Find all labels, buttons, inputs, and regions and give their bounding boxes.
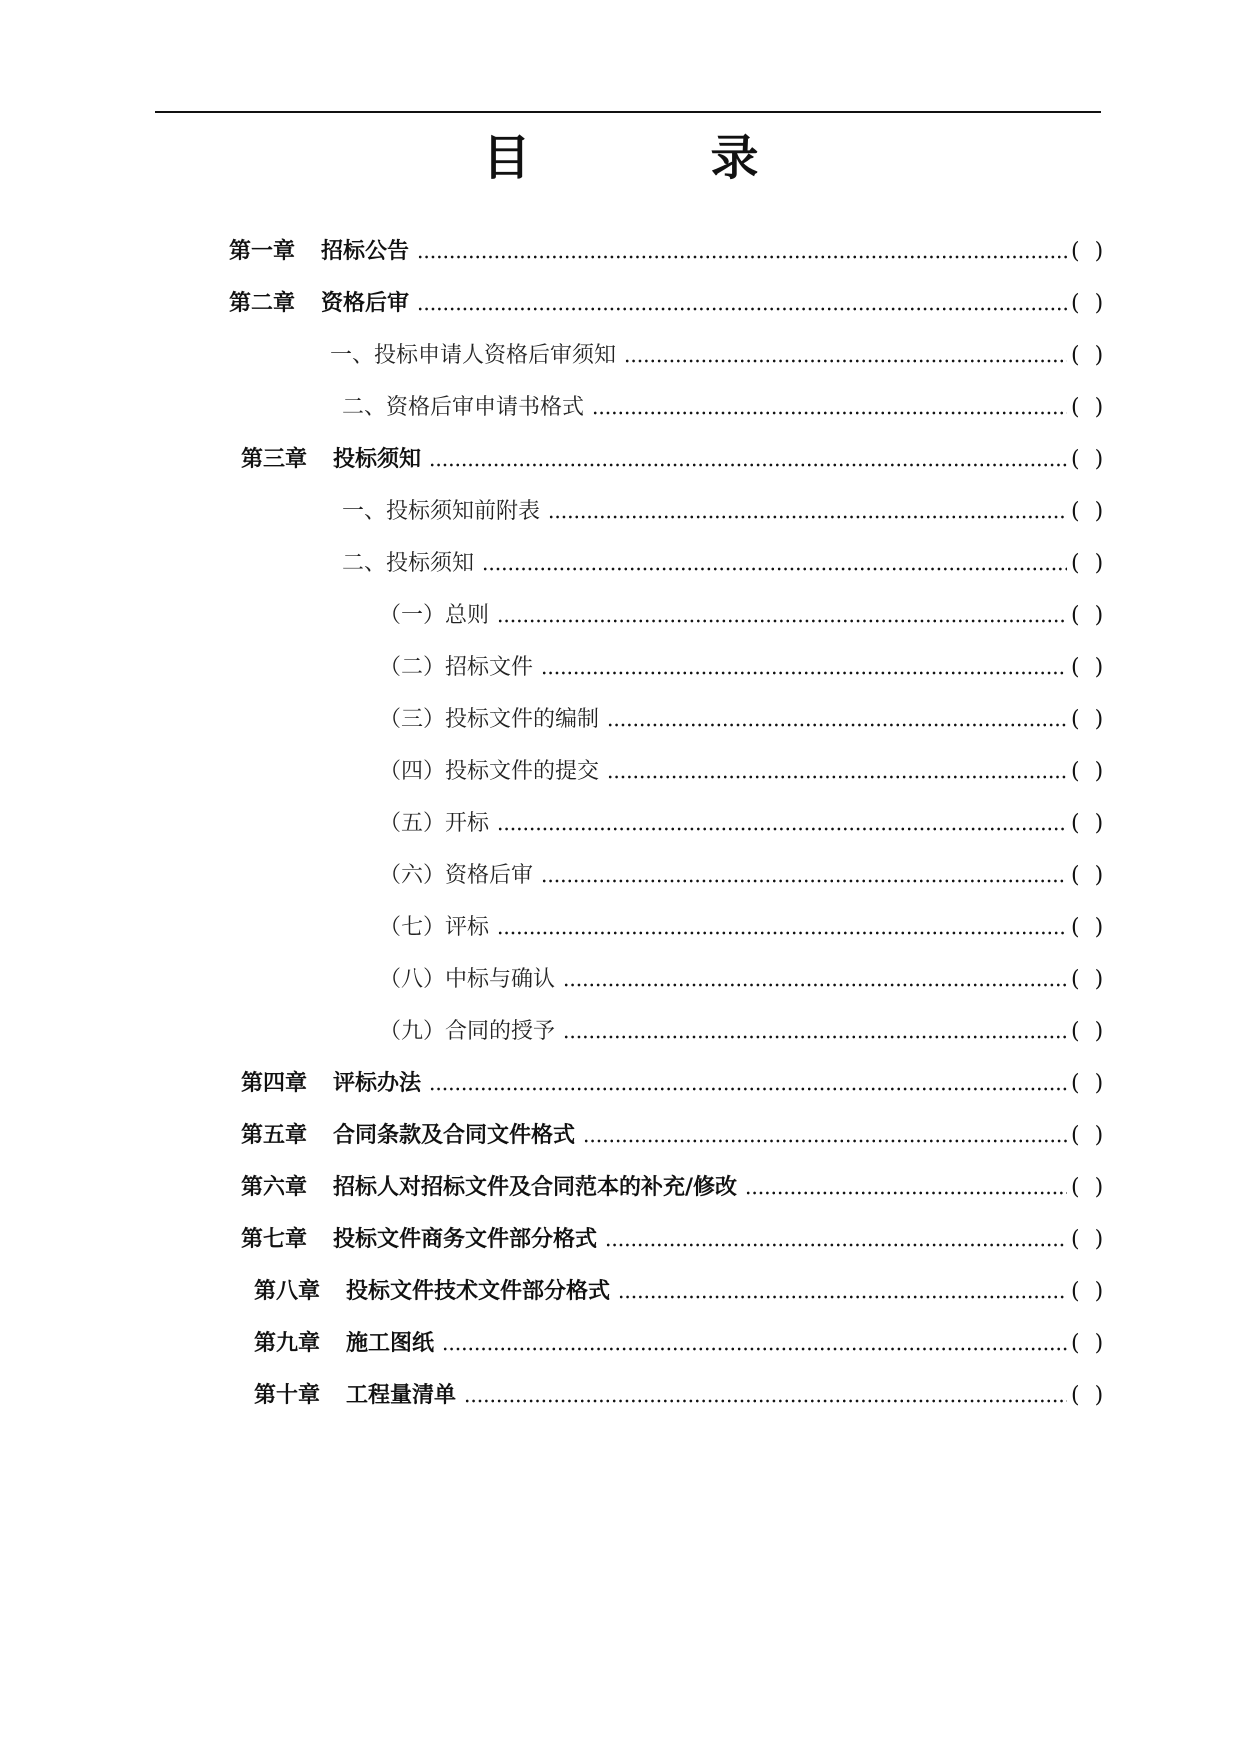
toc-page-number: ( ) (1071, 1175, 1108, 1200)
toc-entry (379, 756, 1108, 788)
toc-entry-title: （八）中标与确认 (379, 967, 556, 992)
toc-entry-title: （七）评标 (379, 915, 490, 940)
dot-leader (745, 1191, 1067, 1195)
toc-entry-title: 投标文件技术文件部分格式 (346, 1279, 611, 1304)
toc-page-number: ( ) (1071, 655, 1108, 680)
toc-entry (229, 236, 1108, 268)
toc-page-number: ( ) (1071, 551, 1108, 576)
toc-entry-title: 施工图纸 (346, 1331, 435, 1356)
toc-entry (254, 1380, 1108, 1412)
toc-entry (379, 704, 1108, 736)
toc-entry-title: 投标须知 (333, 447, 422, 472)
toc-entry-title: 一、投标须知前附表 (342, 499, 541, 524)
dot-leader (541, 671, 1067, 675)
toc-entry (241, 444, 1108, 476)
toc-chapter-number: 第一章 (229, 239, 296, 264)
toc-entry-title: （四）投标文件的提交 (379, 759, 600, 784)
toc-entry-title: 招标公告 (321, 239, 410, 264)
toc-chapter-number: 第四章 (241, 1071, 308, 1096)
toc-chapter-number: 第六章 (241, 1175, 308, 1200)
toc-page-number: ( ) (1071, 1227, 1108, 1252)
toc-page-number: ( ) (1071, 1383, 1108, 1408)
dot-leader (583, 1139, 1067, 1143)
dot-leader (497, 619, 1067, 623)
toc-chapter-number: 第二章 (229, 291, 296, 316)
toc-entry (342, 392, 1108, 424)
page-title: 目 录 (482, 130, 825, 186)
toc-chapter-number: 第十章 (254, 1383, 321, 1408)
toc-chapter-number: 第七章 (241, 1227, 308, 1252)
toc-page-number: ( ) (1071, 343, 1108, 368)
toc-page-number: ( ) (1071, 915, 1108, 940)
toc-entry-title: 招标人对招标文件及合同范本的补充/修改 (333, 1175, 738, 1200)
toc-entry (229, 288, 1108, 320)
toc-entry-title: （五）开标 (379, 811, 490, 836)
toc-entry (379, 964, 1108, 996)
dot-leader (548, 515, 1067, 519)
dot-leader (417, 307, 1067, 311)
toc-entry-title: （九）合同的授予 (379, 1019, 556, 1044)
toc-entry (379, 912, 1108, 944)
toc-entry (254, 1328, 1108, 1360)
dot-leader (592, 411, 1067, 415)
dot-leader (429, 463, 1067, 467)
toc-page-number: ( ) (1071, 707, 1108, 732)
dot-leader (563, 983, 1067, 987)
toc-page-number: ( ) (1071, 1019, 1108, 1044)
toc-entry (342, 548, 1108, 580)
toc-entry (379, 600, 1108, 632)
toc-page-number: ( ) (1071, 291, 1108, 316)
toc-entry-title: 投标文件商务文件部分格式 (333, 1227, 598, 1252)
toc-entry (379, 860, 1108, 892)
toc-entry (379, 652, 1108, 684)
toc-chapter-number: 第八章 (254, 1279, 321, 1304)
toc-page-number: ( ) (1071, 1071, 1108, 1096)
dot-leader (482, 567, 1067, 571)
toc-entry-title: 合同条款及合同文件格式 (333, 1123, 576, 1148)
toc-page-number: ( ) (1071, 1123, 1108, 1148)
dot-leader (417, 255, 1067, 259)
dot-leader (607, 723, 1067, 727)
toc-entry-title: 评标办法 (333, 1071, 422, 1096)
toc-entry-title: 二、投标须知 (342, 551, 475, 576)
dot-leader (624, 359, 1067, 363)
toc-entry (241, 1068, 1108, 1100)
toc-entry-title: （三）投标文件的编制 (379, 707, 600, 732)
dot-leader (605, 1243, 1067, 1247)
toc-entry-title: （六）资格后审 (379, 863, 534, 888)
toc-chapter-number: 第三章 (241, 447, 308, 472)
toc-entry (254, 1276, 1108, 1308)
toc-page-number: ( ) (1071, 499, 1108, 524)
toc-page-number: ( ) (1071, 811, 1108, 836)
dot-leader (442, 1347, 1067, 1351)
toc-page-number: ( ) (1071, 239, 1108, 264)
dot-leader (541, 879, 1067, 883)
dot-leader (464, 1399, 1067, 1403)
toc-entry-title: 二、资格后审申请书格式 (342, 395, 585, 420)
toc-chapter-number: 第九章 (254, 1331, 321, 1356)
toc-entry-title: （一）总则 (379, 603, 490, 628)
toc-page-number: ( ) (1071, 447, 1108, 472)
toc-entry (379, 808, 1108, 840)
toc-entry (241, 1172, 1108, 1204)
toc-entry (241, 1224, 1108, 1256)
toc-entry (379, 1016, 1108, 1048)
toc-chapter-number: 第五章 (241, 1123, 308, 1148)
dot-leader (497, 827, 1067, 831)
dot-leader (563, 1035, 1067, 1039)
toc-page-number: ( ) (1071, 967, 1108, 992)
toc-entry-title: 工程量清单 (346, 1383, 457, 1408)
toc-page-number: ( ) (1071, 1331, 1108, 1356)
dot-leader (618, 1295, 1067, 1299)
toc-page-number: ( ) (1071, 759, 1108, 784)
toc-entry (330, 340, 1108, 372)
toc-page-number: ( ) (1071, 1279, 1108, 1304)
toc-entry-title: （二）招标文件 (379, 655, 534, 680)
dot-leader (429, 1087, 1067, 1091)
toc-entry-title: 资格后审 (321, 291, 410, 316)
toc-entry (342, 496, 1108, 528)
toc-entry-title: 一、投标申请人资格后审须知 (330, 343, 617, 368)
toc-entry (241, 1120, 1108, 1152)
toc-page-number: ( ) (1071, 863, 1108, 888)
toc-page-number: ( ) (1071, 395, 1108, 420)
dot-leader (497, 931, 1067, 935)
toc-page-number: ( ) (1071, 603, 1108, 628)
dot-leader (607, 775, 1067, 779)
